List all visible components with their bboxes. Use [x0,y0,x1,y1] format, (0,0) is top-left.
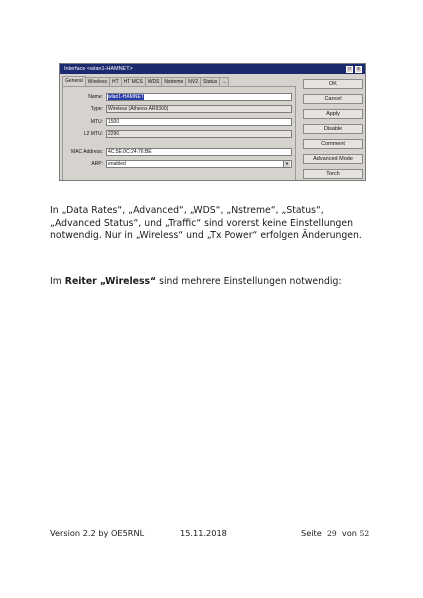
l2mtu-field: 2290 [106,130,292,138]
name-label: Name: [88,94,103,100]
advanced-mode-button[interactable]: Advanced Mode [303,154,363,164]
general-panel [62,86,296,181]
dialog-buttons [303,79,363,181]
tab-more[interactable]: ... [219,77,229,86]
tab-wireless[interactable]: Wireless [85,77,110,86]
comment-button[interactable]: Comment [303,139,363,149]
type-field: Wireless (Atheros AR9300) [106,105,292,113]
para2-prefix: Im [50,276,62,287]
apply-button[interactable]: Apply [303,109,363,119]
l2mtu-row [63,130,295,139]
tab-nv2[interactable]: NV2 [185,77,201,86]
arp-value: enabled [108,161,126,167]
name-field[interactable] [106,93,292,101]
interface-dialog-screenshot [59,63,366,181]
type-label: Type: [90,106,103,112]
para2-bold: Reiter „Wireless“ [64,276,157,287]
close-icon[interactable]: x [355,66,362,73]
arp-label: ARP: [91,161,103,167]
tab-nstreme[interactable]: Nstreme [161,77,186,86]
name-value: wlan1-HAMNET [108,94,144,100]
torch-button[interactable]: Torch [303,169,363,179]
page-number: 29 [326,529,337,538]
footer-page [301,528,369,538]
tab-status[interactable]: Status [200,77,220,86]
arp-row [63,160,295,169]
footer-date: 15.11.2018 [180,528,227,538]
mtu-row [63,118,295,127]
footer-version: Version 2.2 by OE5RNL [50,528,145,538]
tab-general[interactable]: General [62,76,86,87]
page-of: von [341,528,357,538]
para2-suffix: sind mehrere Einstellungen notwendig: [159,276,342,287]
intro-paragraph: In „Data Rates“, „Advanced“, „WDS“, „Nstreme“, „Status“, „Advanced Status“, und „Traffic“ sind vorerst keine Einstellungen notwendig. Nur in „Wireless“ und „Tx Power“ erfolgen Änderungen. [50,205,362,242]
dialog-tabs [62,77,228,86]
tab-ht[interactable]: HT [109,77,122,86]
chevron-down-icon[interactable]: ▼ [283,161,290,167]
tab-wds[interactable]: WDS [145,77,163,86]
dialog-title: Interface <wlan1-HAMNET> [64,66,133,72]
page-total: 52 [359,529,370,538]
wireless-paragraph [50,276,376,289]
tab-ht-mcs[interactable]: HT MCS [121,77,146,86]
mac-row [63,148,295,157]
type-row [63,105,295,114]
dialog-titlebar [60,64,365,74]
ok-button[interactable]: OK [303,79,363,89]
mtu-label: MTU: [90,119,103,125]
name-row [63,93,295,102]
arp-select[interactable] [106,160,292,168]
disable-button[interactable]: Disable [303,124,363,134]
mac-label: MAC Address: [71,149,103,155]
mac-field[interactable]: 4C:5E:0C:24:76:BE [106,148,292,156]
cancel-button[interactable]: Cancel [303,94,363,104]
l2mtu-label: L2 MTU: [83,131,103,137]
page-label: Seite [301,528,322,538]
mtu-field[interactable]: 1500 [106,118,292,126]
maximize-icon[interactable]: □ [347,65,352,72]
